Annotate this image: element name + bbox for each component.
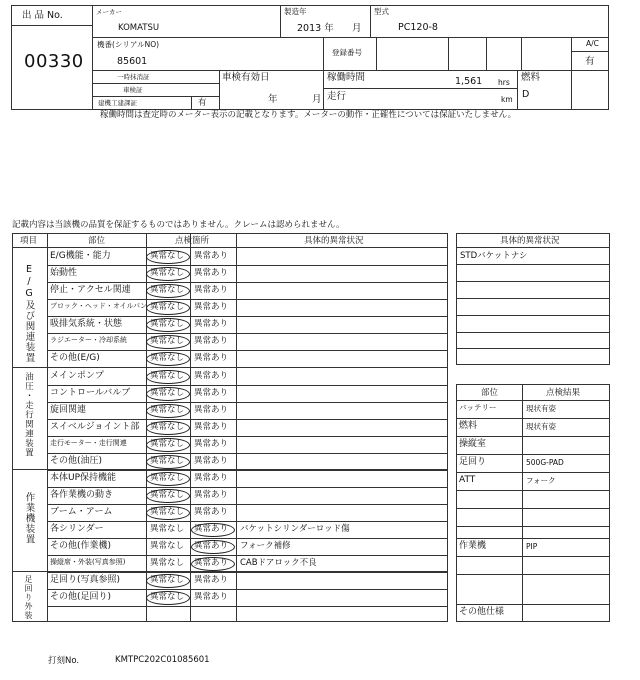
- hours-value: 1,561: [455, 76, 483, 87]
- option-has-issue[interactable]: 異常あり: [194, 524, 229, 534]
- result-value: 500G-PAD: [526, 458, 564, 467]
- col-check-header: 点検箇所: [175, 236, 210, 246]
- group-work-label: 作業機装置: [23, 492, 35, 545]
- inspection-row-part: 走行モーター・走行関連: [50, 439, 127, 447]
- valid-month-unit: 月: [312, 94, 322, 105]
- option-no-issue[interactable]: 異常なし: [150, 575, 185, 585]
- inspection-row-detail: バケットシリンダーロッド傷: [240, 524, 350, 534]
- selection-circle: [146, 335, 190, 349]
- header-frame: [11, 5, 609, 110]
- option-no-issue[interactable]: 異常なし: [150, 473, 185, 483]
- selection-circle: [146, 438, 190, 452]
- selection-circle: [146, 318, 190, 332]
- results-box: [456, 384, 610, 622]
- selection-circle: [191, 523, 235, 537]
- selection-circle: [146, 421, 190, 435]
- serial-label: 機番(シリアルNO): [97, 40, 160, 49]
- selection-circle: [146, 267, 190, 281]
- inspection-row-part: 操縦席・外装(写真参照): [50, 558, 126, 566]
- inspection-row-part: その他(油圧): [50, 456, 103, 466]
- ac-label: A/C: [586, 39, 599, 48]
- option-has-issue[interactable]: 異常あり: [194, 405, 229, 415]
- selection-circle: [146, 284, 190, 298]
- inspection-row-part: ブーム・アーム: [50, 507, 113, 517]
- selection-circle: [146, 472, 190, 486]
- option-has-issue[interactable]: 異常あり: [194, 251, 229, 261]
- inspection-row-part: 吸排気系統・状態: [50, 319, 123, 329]
- valid-date-label: 車検有効日: [222, 72, 270, 83]
- result-part: ATT: [459, 475, 476, 485]
- serial-value: 85601: [117, 56, 148, 67]
- inspection-row-part: その他(足回り): [50, 592, 112, 602]
- selection-circle: [191, 540, 235, 554]
- mlit-cert-label: 建機工建課証: [98, 99, 137, 107]
- option-no-issue[interactable]: 異常なし: [150, 336, 185, 346]
- selection-circle: [146, 506, 190, 520]
- result-part: 作業機: [459, 541, 487, 551]
- option-no-issue[interactable]: 異常なし: [150, 558, 185, 568]
- year-value: 2013 年: [297, 23, 334, 34]
- option-no-issue[interactable]: 異常なし: [150, 592, 185, 602]
- registration-label: 登録番号: [332, 48, 362, 57]
- option-has-issue[interactable]: 異常あり: [194, 285, 229, 295]
- option-has-issue[interactable]: 異常あり: [194, 541, 229, 551]
- group-engine-label: E/G及び関連装置: [23, 264, 35, 363]
- col-detail-header: 具体的異常状況: [304, 236, 364, 246]
- temp-cert-label: 一時抹消証: [117, 73, 150, 81]
- inspection-row-detail: CABドアロック不良: [240, 558, 317, 568]
- selection-circle: [146, 574, 190, 588]
- inspection-row-part: 各作業機の動き: [50, 490, 114, 500]
- mileage-label: 走行: [327, 91, 347, 102]
- maker-label: メーカー: [96, 8, 122, 16]
- result-value: 現状有姿: [526, 422, 556, 431]
- option-has-issue[interactable]: 異常あり: [194, 558, 229, 568]
- option-no-issue[interactable]: 異常なし: [150, 439, 185, 449]
- inspection-row-part: 旋回関連: [50, 405, 87, 415]
- selection-circle: [146, 489, 190, 503]
- fuel-value: D: [522, 89, 530, 100]
- inspection-row-part: ラジエーター・冷却系統: [50, 336, 127, 344]
- result-part: バッテリー: [459, 403, 497, 412]
- mileage-unit: km: [501, 95, 513, 104]
- group-undercarriage-label: 足回り外装: [24, 575, 33, 620]
- selection-circle: [146, 404, 190, 418]
- option-no-issue[interactable]: 異常なし: [150, 507, 185, 517]
- option-no-issue[interactable]: 異常なし: [150, 371, 185, 381]
- inspection-row-part: 停止・アクセル関連: [50, 285, 131, 295]
- option-no-issue[interactable]: 異常なし: [150, 405, 185, 415]
- model-label: 型式: [374, 7, 389, 16]
- inspection-row-part: ブロック・ヘッド・オイルパン: [50, 302, 148, 310]
- inspection-row-part: 足回り(写真参照): [50, 575, 121, 585]
- option-has-issue[interactable]: 異常あり: [194, 422, 229, 432]
- result-part: その他仕様: [459, 607, 505, 617]
- option-has-issue[interactable]: 異常あり: [194, 592, 229, 602]
- option-has-issue[interactable]: 異常あり: [194, 490, 229, 500]
- option-has-issue[interactable]: 異常あり: [194, 456, 229, 466]
- option-no-issue[interactable]: 異常なし: [150, 353, 185, 363]
- hours-unit: hrs: [498, 78, 510, 87]
- selection-circle: [146, 370, 190, 384]
- option-no-issue[interactable]: 異常なし: [150, 319, 185, 329]
- lot-number-label: 出 品 No.: [22, 10, 63, 21]
- inspection-row-part: メインポンプ: [50, 371, 104, 381]
- option-has-issue[interactable]: 異常あり: [194, 473, 229, 483]
- inspection-row-part: 本体UP保持機能: [50, 473, 117, 483]
- inspection-row-part: コントロールバルブ: [50, 388, 131, 398]
- valid-year-unit: 年: [268, 94, 278, 105]
- selection-circle: [146, 352, 190, 366]
- maker-value: KOMATSU: [118, 23, 160, 33]
- selection-circle: [191, 557, 235, 571]
- inspection-row-part: 始動性: [50, 268, 78, 278]
- option-has-issue[interactable]: 異常あり: [194, 371, 229, 381]
- option-no-issue[interactable]: 異常なし: [150, 302, 185, 312]
- meter-note: 稼働時間は査定時のメーター表示の記載となります。メーターの動作・正確性については保証いたしません。: [100, 110, 517, 120]
- col-part-header: 部位: [88, 236, 106, 246]
- ac-value: 有: [585, 56, 595, 67]
- selection-circle: [146, 455, 190, 469]
- vehicle-cert-label: 車検証: [123, 86, 143, 94]
- disclaimer: 記載内容は当該機の品質を保証するものではありません。クレームは認められません。: [12, 220, 345, 230]
- option-no-issue[interactable]: 異常なし: [150, 268, 185, 278]
- inspection-row-part: 各シリンダー: [50, 524, 104, 534]
- option-has-issue[interactable]: 異常あり: [194, 268, 229, 278]
- hours-label: 稼働時間: [327, 72, 366, 83]
- results-result-header: 点検結果: [546, 388, 581, 398]
- option-no-issue[interactable]: 異常なし: [150, 456, 185, 466]
- option-no-issue[interactable]: 異常なし: [150, 524, 185, 534]
- result-part: 足回り: [459, 457, 487, 467]
- option-no-issue[interactable]: 異常なし: [150, 422, 185, 432]
- option-has-issue[interactable]: 異常あり: [194, 439, 229, 449]
- result-part: 操縦室: [459, 439, 487, 449]
- option-no-issue[interactable]: 異常なし: [150, 285, 185, 295]
- selection-circle: [146, 387, 190, 401]
- inspection-row-part: E/G機能・能力: [50, 251, 111, 261]
- inspection-row-part: スイベルジョイント部: [50, 422, 140, 432]
- stamp-value: KMTPC202C01085601: [115, 655, 210, 665]
- option-has-issue[interactable]: 異常あり: [194, 575, 229, 585]
- year-label: 製造年: [284, 7, 307, 16]
- inspection-row-detail: フォーク補修: [240, 541, 291, 551]
- selection-circle: [146, 301, 190, 315]
- option-no-issue[interactable]: 異常なし: [150, 388, 185, 398]
- remarks-first: STDバケットナシ: [460, 251, 528, 261]
- year-month-unit: 月: [352, 23, 362, 34]
- model-value: PC120-8: [398, 22, 438, 33]
- result-value: 現状有姿: [526, 404, 556, 413]
- option-has-issue[interactable]: 異常あり: [194, 507, 229, 517]
- option-has-issue[interactable]: 異常あり: [194, 302, 229, 312]
- lot-number: 00330: [24, 51, 84, 72]
- results-part-header: 部位: [481, 388, 499, 398]
- inspection-row-part: その他(作業機): [50, 541, 112, 551]
- selection-circle: [146, 591, 190, 605]
- col-item-header: 項目: [20, 236, 38, 246]
- option-has-issue[interactable]: 異常あり: [194, 319, 229, 329]
- stamp-label: 打刻No.: [48, 656, 80, 666]
- inspection-row-part: その他(E/G): [50, 353, 100, 363]
- selection-circle: [146, 250, 190, 264]
- option-no-issue[interactable]: 異常なし: [150, 490, 185, 500]
- option-no-issue[interactable]: 異常なし: [150, 251, 185, 261]
- result-part: 燃料: [459, 421, 478, 431]
- mlit-cert-value: 有: [198, 98, 207, 108]
- group-hydraulic-label: 油圧・走行関連装置: [23, 372, 34, 458]
- option-has-issue[interactable]: 異常あり: [194, 336, 229, 346]
- option-no-issue[interactable]: 異常なし: [150, 541, 185, 551]
- fuel-label: 燃料: [521, 72, 541, 83]
- option-has-issue[interactable]: 異常あり: [194, 353, 229, 363]
- result-value: フォーク: [526, 476, 556, 485]
- option-has-issue[interactable]: 異常あり: [194, 388, 229, 398]
- result-value: PIP: [526, 542, 538, 551]
- remarks-header: 具体的異常状況: [500, 236, 560, 246]
